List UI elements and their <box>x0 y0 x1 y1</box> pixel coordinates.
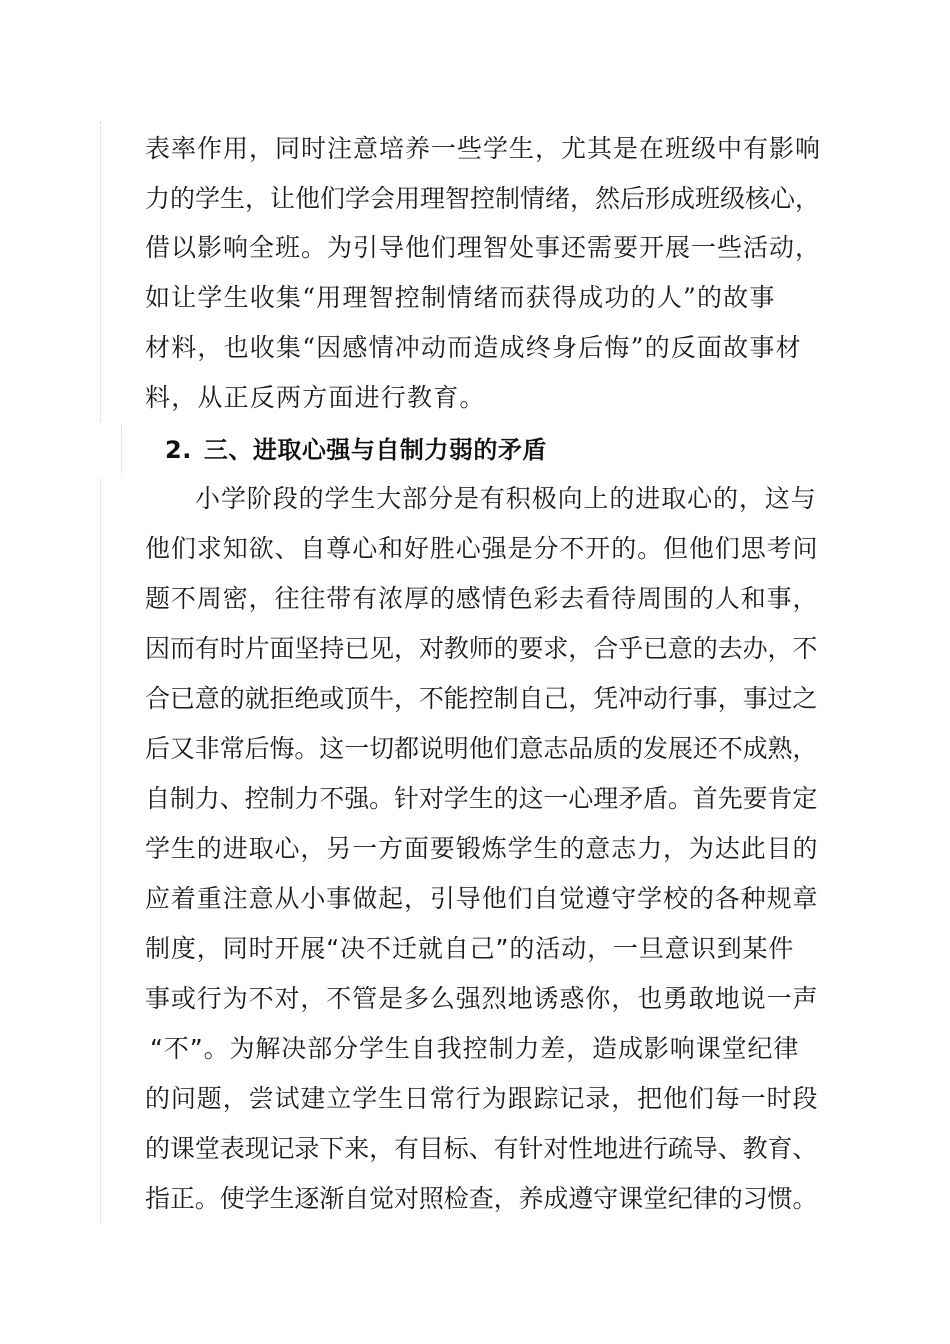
text-line: 的问题，尝试建立学生日常行为跟踪记录，把他们每一时段 <box>145 1084 819 1113</box>
text-line: “不”。为解决部分学生自我控制力差，造成影响课堂纪律 <box>150 1034 800 1063</box>
section-title: 三、进取心强与自制力弱的矛盾 <box>203 436 547 464</box>
text-line: 题不周密，往往带有浓厚的感情色彩去看待周围的人和事， <box>145 584 819 613</box>
text-line: 他们求知欲、自尊心和好胜心强是分不开的。但他们思考问 <box>145 534 819 563</box>
text-line: 小学阶段的学生大部分是有积极向上的进取心的，这与 <box>195 484 817 513</box>
text-line: 借以影响全班。为引导他们理智处事还需要开展一些活动， <box>145 233 822 262</box>
text-line: 后又非常后悔。这一切都说明他们意志品质的发展还不成熟， <box>145 734 818 763</box>
text-line: 因而有时片面坚持已见，对教师的要求，合乎已意的去办，不 <box>145 634 818 663</box>
text-line: 制度，同时开展“决不迁就自己”的活动，一旦意识到某件 <box>145 934 795 963</box>
text-line: 如让学生收集“用理智控制情绪而获得成功的人”的故事 <box>145 283 776 312</box>
text-line: 学生的进取心，另一方面要锻炼学生的意志力，为达此目的 <box>145 834 819 863</box>
margin-guide <box>121 424 122 474</box>
text-line: 力的学生，让他们学会用理智控制情绪，然后形成班级核心， <box>145 184 821 213</box>
text-line: 材料，也收集“因感情冲动而造成终身后悔”的反面故事材 <box>145 333 802 362</box>
text-line: 应着重注意从小事做起，引导他们自觉遵守学校的各种规章 <box>145 884 819 913</box>
margin-guide <box>100 122 101 422</box>
section-number: 2. <box>165 436 192 464</box>
text-line: 合已意的就拒绝或顶牛，不能控制自己，凭冲动行事，事过之 <box>145 684 818 713</box>
text-line: 指正。使学生逐渐自觉对照检查，养成遵守课堂纪律的习惯。 <box>145 1184 818 1213</box>
text-line: 的课堂表现记录下来，有目标、有针对性地进行疏导、教育、 <box>145 1134 818 1163</box>
text-line: 自制力、控制力不强。针对学生的这一心理矛盾。首先要肯定 <box>145 784 818 813</box>
section-heading <box>165 425 547 475</box>
margin-guide <box>100 478 101 1223</box>
text-line: 料，从正反两方面进行教育。 <box>145 383 486 412</box>
text-line: 表率作用，同时注意培养一些学生，尤其是在班级中有影响 <box>145 134 822 163</box>
text-line: 事或行为不对，不管是多么强烈地诱惑你，也勇敢地说一声 <box>145 984 819 1013</box>
